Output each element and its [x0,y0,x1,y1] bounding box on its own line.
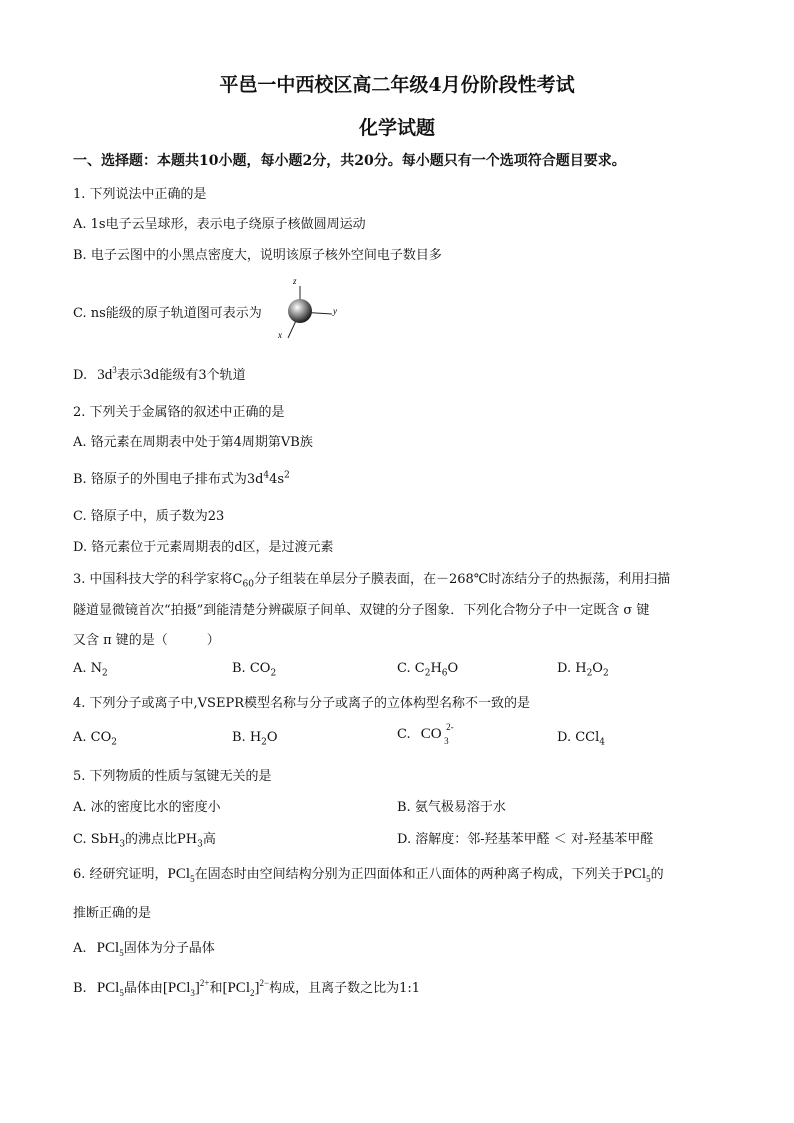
exam-subtitle: 化学试题 [358,117,435,139]
s-orbital-sphere [288,299,312,323]
q4-option-a: A. $CO_2$ [73,730,117,748]
q6-stem-line1: 6. 经研究证明，PCl$_5$在固态时由空间结构分别为正四面体和正八面体的两种离子构成，下列关于PCl$_5$的 [73,866,664,884]
q3-stem-line1: 3. 中国科技大学的科学家将$C_{60}$分子组装在单层分子膜表面，在－268℃时冻结分子的热振荡，利用扫描 [73,572,671,590]
q1-option-c: C. ns能级的原子轨道图可表示为 [73,306,262,321]
section-heading: 一、选择题：本题共10小题，每小题2分，共20分。每小题只有一个选项符合题目要求。 [73,153,626,169]
q1-d-prefix: D. [73,368,88,383]
q1-d-formula: $3d^3$ [97,365,117,383]
pcl2-anion: $[PCl_2]^{2-}$ [222,978,270,998]
q3-stem-line3: 又含 π 键的是（ ） [73,633,220,648]
pcl5-formula: PCl$_5$ [96,940,124,958]
carbonate-ion: CO 2- 3 [420,722,454,746]
q1-d-rest: 表示3d能级有3个轨道 [116,368,246,383]
q4-option-d: D. CCl$_4$ [557,730,606,748]
z-axis-label: z [293,276,297,286]
q2-option-b: B. 铬原子的外围电子排布式为$3d^44s^2$ [73,470,290,487]
q3-option-d: D. $H_2O_2$ [557,661,609,679]
q1-stem: 1. 下列说法中正确的是 [73,187,207,202]
pcl5-formula: PCl$_5$ [167,866,195,884]
q3-option-c: C. $C_2H_6O$ [397,661,459,679]
q5-option-a: A. 冰的密度比水的密度小 [73,800,221,815]
q1-option-b: B. 电子云图中的小黑点密度大，说明该原子核外空间电子数目多 [73,248,442,263]
q2-option-c: C. 铬原子中，质子数为23 [73,509,225,524]
q5-option-c: C. SbH$_3$的沸点比$PH_3$高 [73,832,216,850]
pcl5-formula: PCl$_5$ [623,866,651,884]
q3-option-b: B. $CO_2$ [232,661,277,679]
q6-option-a: A. PCl$_5$固体为分子晶体 [73,940,215,958]
q6-option-b: B. PCl$_5$晶体由$[PCl_3]^{2+}$和$[PCl_2]^{2-}$构成，且离子数之比为1:1 [73,978,420,998]
q5-stem: 5. 下列物质的性质与氢键无关的是 [73,769,272,784]
q6-stem-line2: 推断正确的是 [73,906,152,921]
q2-option-d: D. 铬元素位于元素周期表的d区，是过渡元素 [73,540,334,555]
q4-option-b: B. $H_2O$ [232,730,278,748]
q4-stem: 4. 下列分子或离子中,VSEPR模型名称与分子或离子的立体构型名称不一致的是 [73,696,530,711]
q1-option-d [73,364,246,384]
exam-title: 平邑一中西校区高二年级4月份阶段性考试 [219,74,575,96]
x-axis-label: x [278,330,282,340]
y-axis-label: y [333,306,337,316]
pcl5-formula: PCl$_5$ [96,980,124,998]
s-orbital-diagram [270,272,350,352]
q2-option-a: A. 铬元素在周期表中处于第4周期第ⅤB族 [73,435,313,450]
q5-option-d: D. 溶解度：邻-羟基苯甲醛 ＜ 对-羟基苯甲醛 [397,832,654,847]
q5-option-b: B. 氨气极易溶于水 [397,800,506,815]
q3-stem-line2: 隧道显微镜首次“拍摄”到能清楚分辨碳原子间单、双键的分子图象．下列化合物分子中一定既含 σ 键 [73,603,650,618]
q3-option-a: A. $N_2$ [73,661,108,679]
q2-stem: 2. 下列关于金属铬的叙述中正确的是 [73,405,285,420]
q1-option-a: A. 1s电子云呈球形，表示电子绕原子核做圆周运动 [73,217,366,232]
pcl3-cation: $[PCl_3]^{2+}$ [162,978,210,998]
q4-option-c: C. CO 2- 3 [397,722,454,746]
